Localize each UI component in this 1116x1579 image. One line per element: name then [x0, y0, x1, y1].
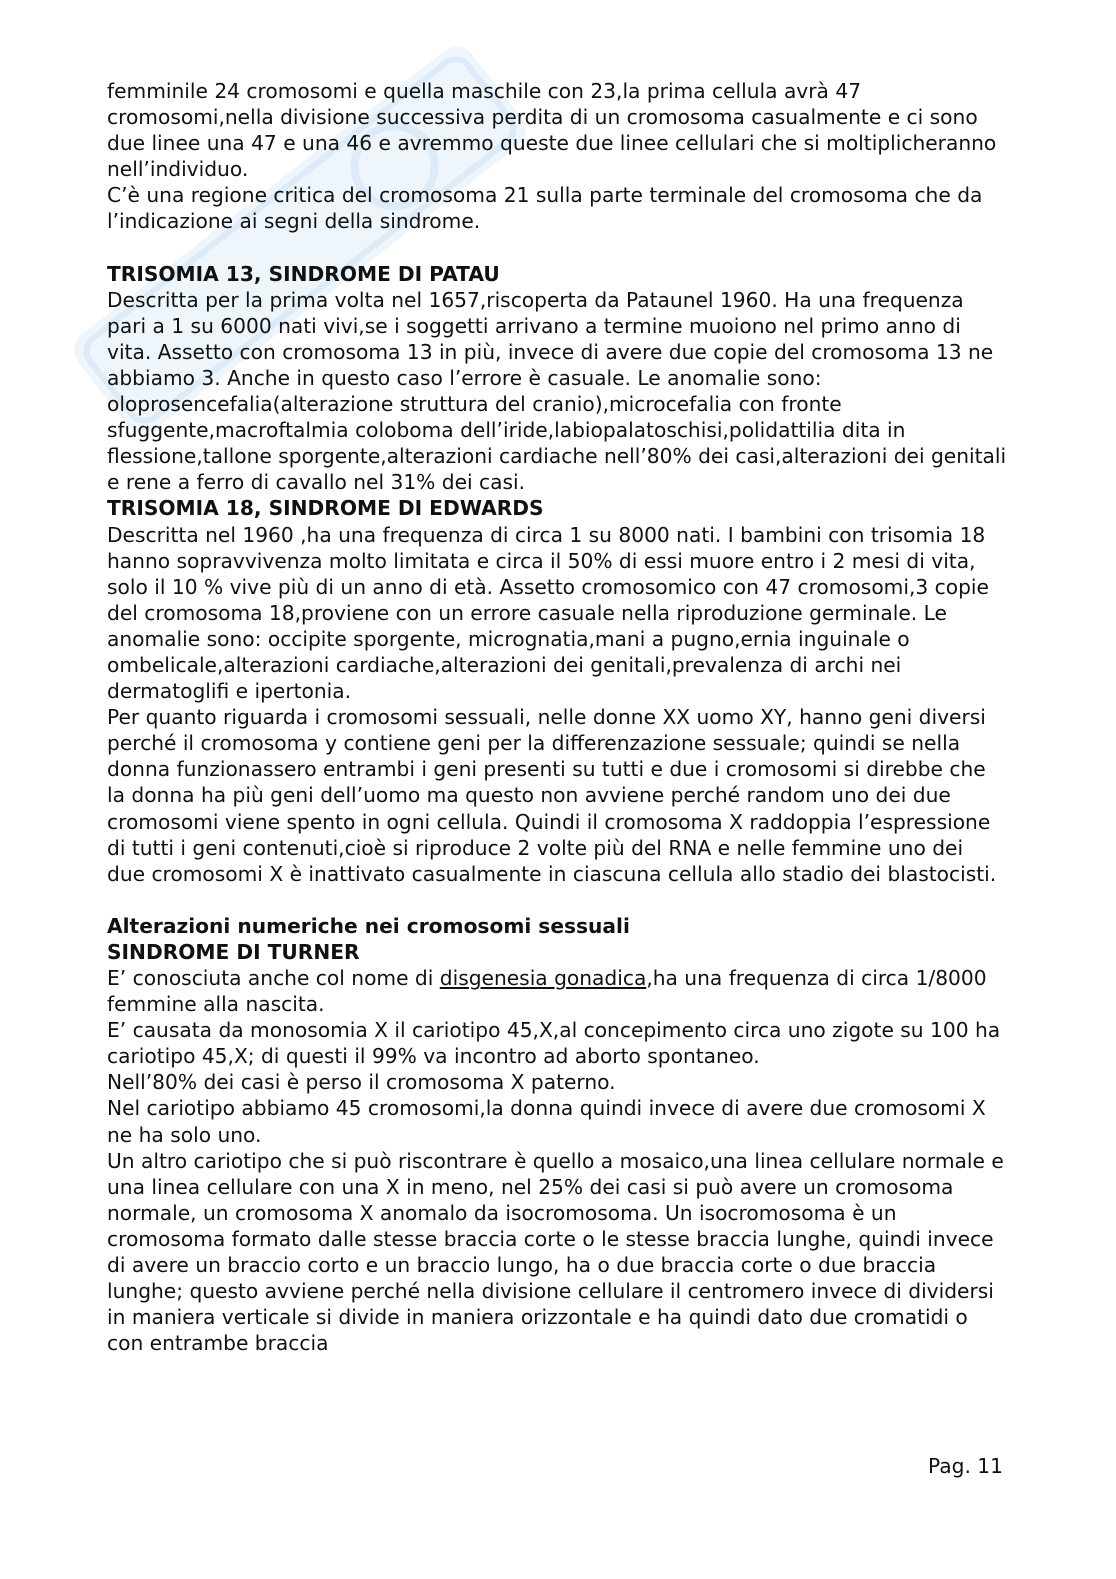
paragraph-sex-chromosomes: Per quanto riguarda i cromosomi sessuali, nelle donne XX uomo XY, hanno geni diversi perché il cromosoma y contiene geni per la differenzazione sessuale; quindi se nella donna funzionassero entrambi i geni presenti su tutti e due i cromosomi si direbbe che la donna ha più geni dell’uomo ma questo non avviene perché random uno dei due cromosomi viene spento in ogni cellula. Quindi il cromosoma X raddoppia l’espressione di tutti i geni contenuti,cioè si riproduce 2 volte più del RNA e nelle femmine uno dei due cromosomi X è inattivato casualmente in ciascuna cellula allo stadio dei blastocisti.	[107, 705, 997, 886]
paragraph-turner-intro	[107, 965, 1007, 1017]
document-body	[107, 78, 1007, 1356]
heading-patau: TRISOMIA 13, SINDROME DI PATAU	[107, 261, 500, 286]
underlined-term: disgenesia gonadica	[439, 966, 647, 990]
text-span: ,ha una frequenza di circa 1/8000 femmine alla nascita.	[107, 966, 987, 1017]
paragraph-2: C’è una regione critica del cromosoma 21 sulla parte terminale del cromosoma che da l’indicazione ai segni della sindrome.	[107, 183, 983, 234]
paragraph-turner-cause: E’ causata da monosomia X il cariotipo 45,X,al concepimento circa uno zigote su 100 ha cariotipo 45,X; di questi il 99% va incontro ad aborto spontaneo.	[107, 1018, 1001, 1069]
text-span: E’ conosciuta anche col nome di	[107, 966, 440, 990]
heading-edwards: TRISOMIA 18, SINDROME DI EDWARDS	[107, 496, 544, 521]
paragraph-patau: Descritta per la prima volta nel 1657,riscoperta da Pataunel 1960. Ha una frequenza pari a 1 su 6000 nati vivi,se i soggetti arrivano a termine muoiono nel primo anno di vita. Assetto con cromosoma 13 in più, invece di avere due copie del cromosoma 13 ne abbiamo 3. Anche in questo caso l’errore è casuale. Le anomalie sono: oloprosencefalia(alterazione struttura del cranio),microcefalia con fronte sfuggente,macroftalmia coloboma dell’iride,labiopalatoschisi,polidattilia dita in flessione,tallone sporgente,alterazioni cardiache nell’80% dei casi,alterazioni dei genitali e rene a ferro di cavallo nel 31% dei casi.	[107, 287, 1007, 495]
paragraph-turner-mosaic: Un altro cariotipo che si può riscontrare è quello a mosaico,una linea cellulare normale e una linea cellulare con una X in meno, nel 25% dei casi si può avere un cromosoma normale, un cromosoma X anomalo da isocromosoma. Un isocromosoma è un cromosoma formato dalle stesse braccia corte o le stesse braccia lunghe, quindi invece di avere un braccio corto e un braccio lungo, ha o due braccia corte o due braccia lunghe; questo avviene perché nella divisione cellulare il centromero invece di dividersi in maniera verticale si divide in maniera orizzontale e ha quindi dato due cromatidi o con entrambe braccia	[107, 1148, 1004, 1356]
paragraph-1: femminile 24 cromosomi e quella maschile con 23,la prima cellula avrà 47 cromosomi,nella divisione successiva perdita di un cromosoma casualmente e ci sono due linee una 47 e una 46 e avremmo queste due linee cellulari che si moltiplicheranno nell’individuo.	[107, 79, 997, 182]
page-number: Pag. 11	[928, 1454, 1003, 1478]
heading-turner: SINDROME DI TURNER	[107, 939, 360, 964]
paragraph-edwards: Descritta nel 1960 ,ha una frequenza di circa 1 su 8000 nati. I bambini con trisomia 18 hanno sopravvivenza molto limitata e circa il 50% di essi muore entro i 2 mesi di vita, solo il 10 % vive più di un anno di età. Assetto cromosomico con 47 cromosomi,3 copie del cromosoma 18,proviene con un errore casuale nella riproduzione germinale. Le anomalie sono: occipite sporgente, micrognatia,mani a pugno,ernia inguinale o ombelicale,alterazioni cardiache,alterazioni dei genitali,prevalenza di archi nei dermatoglifi e ipertonia.	[107, 522, 989, 704]
paragraph-turner-paternal: Nell’80% dei casi è perso il cromosoma X paterno.	[107, 1070, 616, 1095]
paragraph-turner-karyotype: Nel cariotipo abbiamo 45 cromosomi,la donna quindi invece di avere due cromosomi X ne ha solo uno.	[107, 1096, 986, 1147]
spacer	[107, 235, 1007, 261]
spacer	[107, 887, 1007, 913]
heading-sex-chromosome-alterations: Alterazioni numeriche nei cromosomi sessuali	[107, 913, 630, 938]
